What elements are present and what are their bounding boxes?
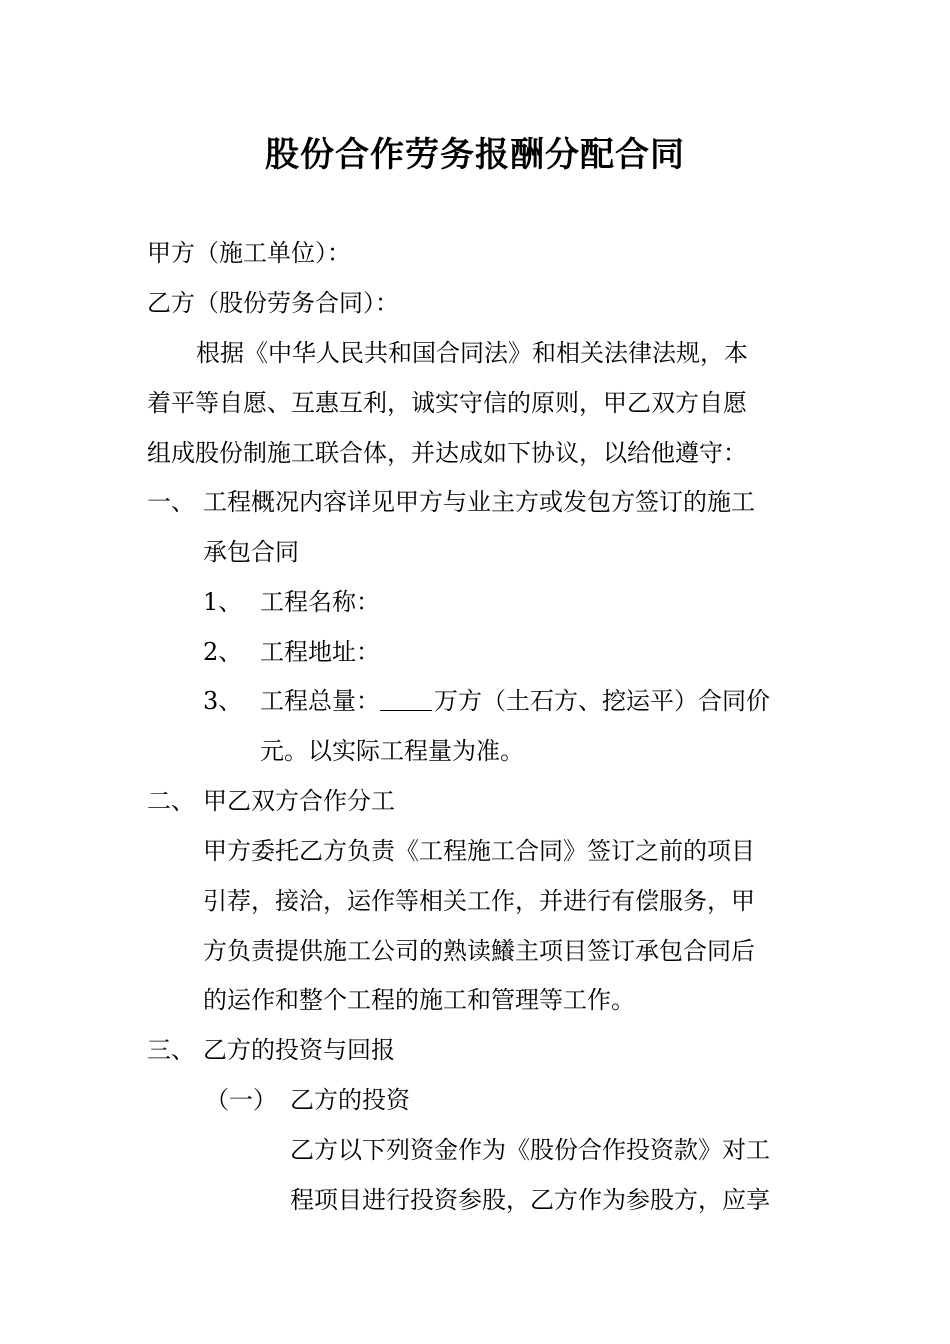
section-text: 引荐，接洽，运作等相关工作，并进行有偿服务，甲 xyxy=(203,887,755,915)
item-text: 工程地址： xyxy=(260,638,380,666)
item-number: 1、 xyxy=(203,588,243,616)
preamble-line: 着平等自愿、互惠互利，诚实守信的原则，甲乙双方自愿 xyxy=(147,389,747,417)
item-text-quantity xyxy=(260,686,770,716)
section-text: 乙方以下列资金作为《股份合作投资款》对工 xyxy=(290,1136,770,1164)
quantity-unit: 万方（土石方、挖运平）合同价 xyxy=(434,687,770,715)
section-text: 方负责提供施工公司的熟读鱶主项目签订承包合同后 xyxy=(203,937,755,965)
item-text: 元。以实际工程量为准。 xyxy=(260,737,524,765)
item-number: 3、 xyxy=(203,687,243,715)
section-text: 的运作和整个工程的施工和管理等工作。 xyxy=(203,986,635,1014)
section-number: 三、 xyxy=(147,1036,195,1064)
section-text: 承包合同 xyxy=(203,538,299,566)
party-a-line: 甲方（施工单位）： xyxy=(147,239,351,267)
section-text: 甲方委托乙方负责《工程施工合同》签订之前的项目 xyxy=(203,837,755,865)
quantity-label: 工程总量： xyxy=(260,687,380,715)
section-text: 工程概况内容详见甲方与业主方或发包方签订的施工 xyxy=(203,488,755,516)
subsection-number: （一） xyxy=(205,1086,277,1114)
preamble-line: 根据《中华人民共和国合同法》和相关法律法规，本 xyxy=(196,339,748,367)
preamble-line: 组成股份制施工联合体，并达成如下协议，以给他遵守： xyxy=(147,439,747,467)
section-heading: 甲乙双方合作分工 xyxy=(203,787,395,815)
section-text: 程项目进行投资参股，乙方作为参股方，应享 xyxy=(290,1186,770,1214)
item-text: 工程名称： xyxy=(260,588,380,616)
section-heading: 乙方的投资与回报 xyxy=(203,1036,395,1064)
section-number: 二、 xyxy=(147,787,195,815)
fill-in-blank xyxy=(380,688,432,711)
item-number: 2、 xyxy=(203,638,243,666)
document-title: 股份合作劳务报酬分配合同 xyxy=(265,135,685,175)
section-number: 一、 xyxy=(147,488,195,516)
party-b-line: 乙方（股份劳务合同）： xyxy=(147,289,399,317)
subsection-heading: 乙方的投资 xyxy=(290,1086,410,1114)
